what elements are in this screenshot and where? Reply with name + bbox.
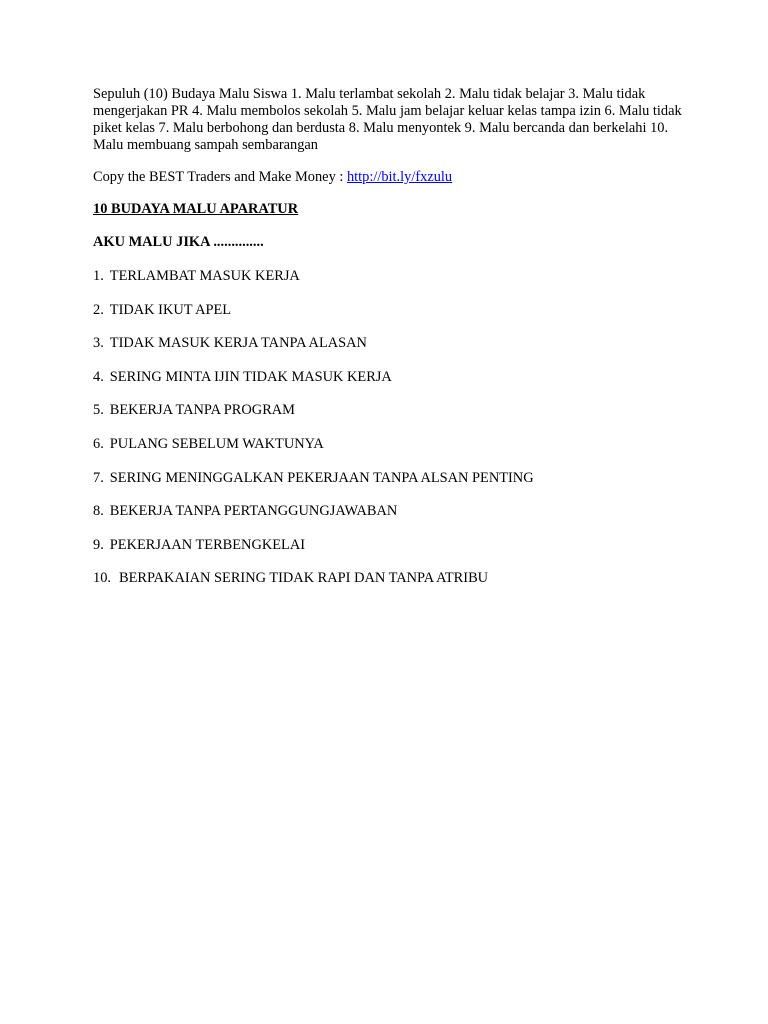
list-item-number: 6. [93, 435, 104, 452]
promo-line [93, 169, 683, 186]
list-item [93, 268, 683, 285]
list-item-number: 8. [93, 503, 104, 520]
list-item [93, 537, 683, 554]
list-item-text: BEKERJA TANPA PERTANGGUNGJAWABAN [109, 503, 398, 520]
list-item [93, 369, 683, 386]
promo-link[interactable]: http://bit.ly/fxzulu [346, 169, 453, 185]
promo-text: Copy the BEST Traders and Make Money : [93, 169, 347, 185]
list-item-number: 10. [93, 570, 111, 587]
list-item-text: TIDAK IKUT APEL [109, 301, 232, 318]
list-item [93, 470, 683, 487]
document-heading: 10 BUDAYA MALU APARATUR [93, 201, 299, 217]
list-item-text: PULANG SEBELUM WAKTUNYA [109, 435, 324, 452]
list-item-number: 9. [93, 536, 104, 553]
list-item [93, 335, 683, 352]
list-item-text: TERLAMBAT MASUK KERJA [109, 268, 300, 284]
list-item [93, 503, 683, 520]
list-item [93, 436, 683, 453]
list-item-text: PEKERJAAN TERBENGKELAI [109, 536, 305, 553]
list-item-number: 5. [93, 402, 104, 419]
list-item [93, 402, 683, 419]
list-item-text: SERING MINTA IJIN TIDAK MASUK KERJA [109, 368, 392, 385]
list-item-text: BEKERJA TANPA PROGRAM [109, 402, 295, 419]
document-page [93, 86, 683, 604]
item-list [93, 268, 683, 587]
list-item [93, 302, 683, 319]
list-item-text: SERING MENINGGALKAN PEKERJAAN TANPA ALSAN PENTING [109, 469, 534, 486]
list-item-number: 3. [93, 335, 104, 352]
list-item-number: 7. [93, 469, 104, 486]
list-item-number: 1. [93, 268, 104, 284]
document-subheading: AKU MALU JIKA .............. [93, 234, 264, 250]
list-item-text: BERPAKAIAN SERING TIDAK RAPI DAN TANPA ATRIBU [119, 570, 489, 587]
intro-paragraph: Sepuluh (10) Budaya Malu Siswa 1. Malu terlambat sekolah 2. Malu tidak belajar 3. Malu tidak mengerjakan PR 4. Malu membolos sekolah 5. Malu jam belajar keluar kelas tampa izin 6. Malu tidak piket kelas 7. Malu berbohong dan berdusta 8. Malu menyontek 9. Malu bercanda dan berkelahi 10. Malu membuang sampah sembarangan [93, 86, 682, 153]
list-item-number: 4. [93, 368, 104, 385]
list-item [93, 570, 683, 587]
list-item-text: TIDAK MASUK KERJA TANPA ALASAN [109, 335, 367, 352]
list-item-number: 2. [93, 301, 104, 318]
